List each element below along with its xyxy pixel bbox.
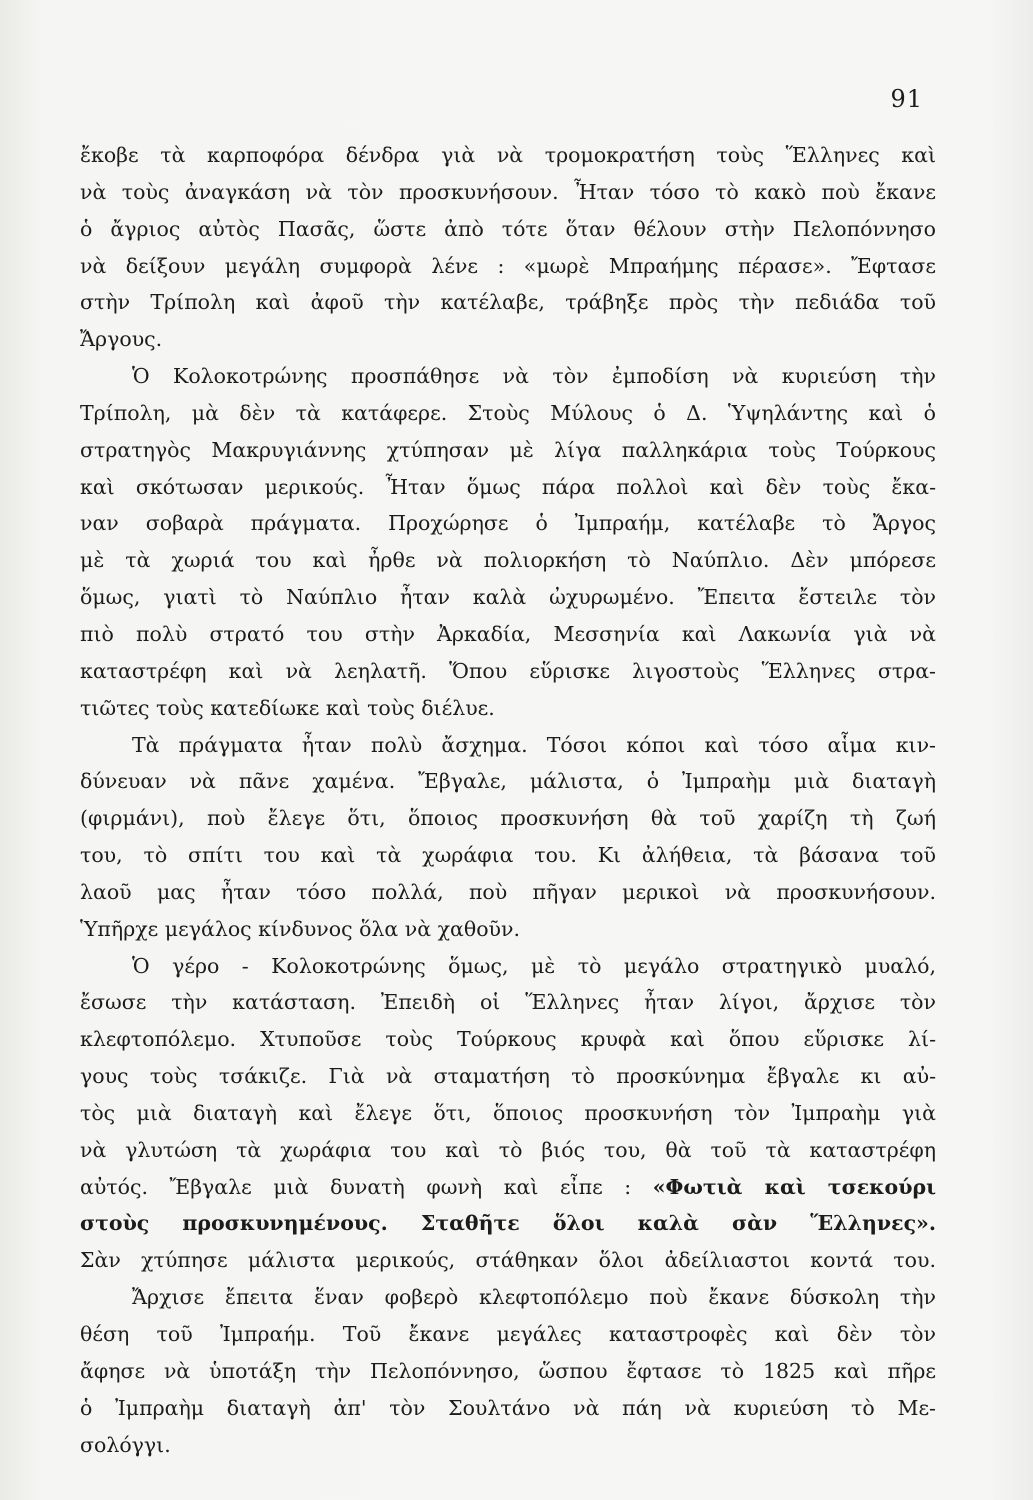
text-line: σολόγγι. xyxy=(80,1432,171,1457)
text-line: ὁ ἄγριος αὐτὸς Πασᾶς, ὥστε ἀπὸ τότε ὅταν θέλουν στὴν Πελοπόννησο xyxy=(80,216,936,241)
text-line: Ὁ γέρο - Κολοκοτρώνης ὅμως, μὲ τὸ μεγάλο στρατηγικὸ μυαλό, xyxy=(132,953,936,978)
text-line: μὲ τὰ χωριά του καὶ ἦρθε νὰ πολιορκήση τὸ Ναύπλιο. Δὲν μπόρεσε xyxy=(80,548,936,573)
text-line: νὰ τοὺς ἀναγκάση νὰ τὸν προσκυνήσουν. Ἦταν τόσο τὸ κακὸ ποὺ ἔκανε xyxy=(80,179,936,204)
text-line: νὰ γλυτώση τὰ χωράφια του καὶ τὸ βιός του, θὰ τοῦ τὰ καταστρέφη xyxy=(80,1137,936,1162)
text-line: νὰ δείξουν μεγάλη συμφορὰ λένε : «μωρὲ Μπραήμης πέρασε». Ἔφτασε xyxy=(80,253,936,278)
text-line: Ὑπῆρχε μεγάλος κίνδυνος ὅλα νὰ χαθοῦν. xyxy=(80,916,520,941)
text-line: τὸς μιὰ διαταγὴ καὶ ἔλεγε ὅτι, ὅποιος προσκυνήση τὸν Ἰμπραὴμ γιὰ xyxy=(80,1100,936,1125)
text-line: κλεφτοπόλεμο. Χτυποῦσε τοὺς Τούρκους κρυφὰ καὶ ὅπου εὕρισκε λί- xyxy=(80,1027,936,1052)
text-line: (φιρμάνι), ποὺ ἔλεγε ὅτι, ὅποιος προσκυνήση θὰ τοῦ χαρίζη τὴ ζωή xyxy=(80,806,936,831)
text-line: καὶ σκότωσαν μερικούς. Ἦταν ὅμως πάρα πολλοὶ καὶ δὲν τοὺς ἔκα- xyxy=(80,474,936,499)
text-line: ἄφησε νὰ ὑποτάξη τὴν Πελοπόννησο, ὥσπου ἔφτασε τὸ 1825 καὶ πῆρε xyxy=(80,1358,936,1383)
text-line: του, τὸ σπίτι του καὶ τὰ χωράφια του. Κι ἀλήθεια, τὰ βάσανα τοῦ xyxy=(80,843,936,868)
text-line: καταστρέφη καὶ νὰ λεηλατῆ. Ὅπου εὕρισκε λιγοστοὺς Ἕλληνες στρα- xyxy=(80,658,936,683)
text-line: λαοῦ μας ἦταν τόσο πολλά, ποὺ πῆγαν μερικοὶ νὰ προσκυνήσουν. xyxy=(80,879,936,904)
page-number: 91 xyxy=(890,85,923,113)
text-line: τιῶτες τοὺς κατεδίωκε καὶ τοὺς διέλυε. xyxy=(80,695,495,720)
text-line xyxy=(80,1169,936,1206)
text-line: στοὺς προσκυνημένους. Σταθῆτε ὅλοι καλὰ σὰν Ἕλληνες». xyxy=(80,1211,936,1236)
text-line: Ἄρχισε ἔπειτα ἕναν φοβερὸ κλεφτοπόλεμο ποὺ ἔκανε δύσκολη τὴν xyxy=(132,1285,936,1310)
text-line: Ἄργους. xyxy=(80,327,163,352)
text-line: δύνευαν νὰ πᾶνε χαμένα. Ἔβγαλε, μάλιστα, ὁ Ἰμπραὴμ μιὰ διαταγὴ xyxy=(80,769,936,794)
body-text xyxy=(80,137,936,1463)
text-line: ὁ Ἰμπραὴμ διαταγὴ ἀπ' τὸν Σουλτάνο νὰ πάη νὰ κυριεύση τὸ Με- xyxy=(80,1395,936,1420)
text-line: ἔκοβε τὰ καρποφόρα δένδρα γιὰ νὰ τρομοκρατήση τοὺς Ἕλληνες καὶ xyxy=(80,143,936,167)
text-line: ναν σοβαρὰ πράγματα. Προχώρησε ὁ Ἰμπραήμ, κατέλαβε τὸ Ἄργος xyxy=(80,511,936,536)
text-line: ὅμως, γιατὶ τὸ Ναύπλιο ἦταν καλὰ ὠχυρωμένο. Ἔπειτα ἔστειλε τὸν xyxy=(80,585,936,610)
text-line: στὴν Τρίπολη καὶ ἀφοῦ τὴν κατέλαβε, τράβηξε πρὸς τὴν πεδιάδα τοῦ xyxy=(80,290,936,315)
quoted-command: «Φωτιὰ καὶ τσεκούρι xyxy=(652,1174,936,1199)
text-line: γους τοὺς τσάκιζε. Γιὰ νὰ σταματήση τὸ προσκύνημα ἔβγαλε κι αὐ- xyxy=(80,1064,936,1089)
text-line-start: αὐτός. Ἔβγαλε μιὰ δυνατὴ φωνὴ καὶ εἶπε : xyxy=(80,1174,632,1199)
text-line: στρατηγὸς Μακρυγιάννης χτύπησαν μὲ λίγα παλληκάρια τοὺς Τούρκους xyxy=(80,437,936,462)
text-line: Σὰν χτύπησε μάλιστα μερικούς, στάθηκαν ὅλοι ἀδείλιαστοι κοντά του. xyxy=(80,1248,936,1273)
text-line: Τρίπολη, μὰ δὲν τὰ κατάφερε. Στοὺς Μύλους ὁ Δ. Ὑψηλάντης καὶ ὁ xyxy=(80,400,936,425)
text-line: Ὁ Κολοκοτρώνης προσπάθησε νὰ τὸν ἐμποδίση νὰ κυριεύση τὴν xyxy=(132,364,936,389)
text-line: Τὰ πράγματα ἦταν πολὺ ἄσχημα. Τόσοι κόποι καὶ τόσο αἷμα κιν- xyxy=(132,732,936,757)
text-line: πιὸ πολὺ στρατό του στὴν Ἀρκαδία, Μεσσηνία καὶ Λακωνία γιὰ νὰ xyxy=(80,621,936,646)
text-line: ἔσωσε τὴν κατάσταση. Ἐπειδὴ οἱ Ἕλληνες ἦταν λίγοι, ἄρχισε τὸν xyxy=(80,990,936,1015)
text-line: θέση τοῦ Ἰμπραήμ. Τοῦ ἔκανε μεγάλες καταστροφὲς καὶ δὲν τὸν xyxy=(80,1322,936,1346)
